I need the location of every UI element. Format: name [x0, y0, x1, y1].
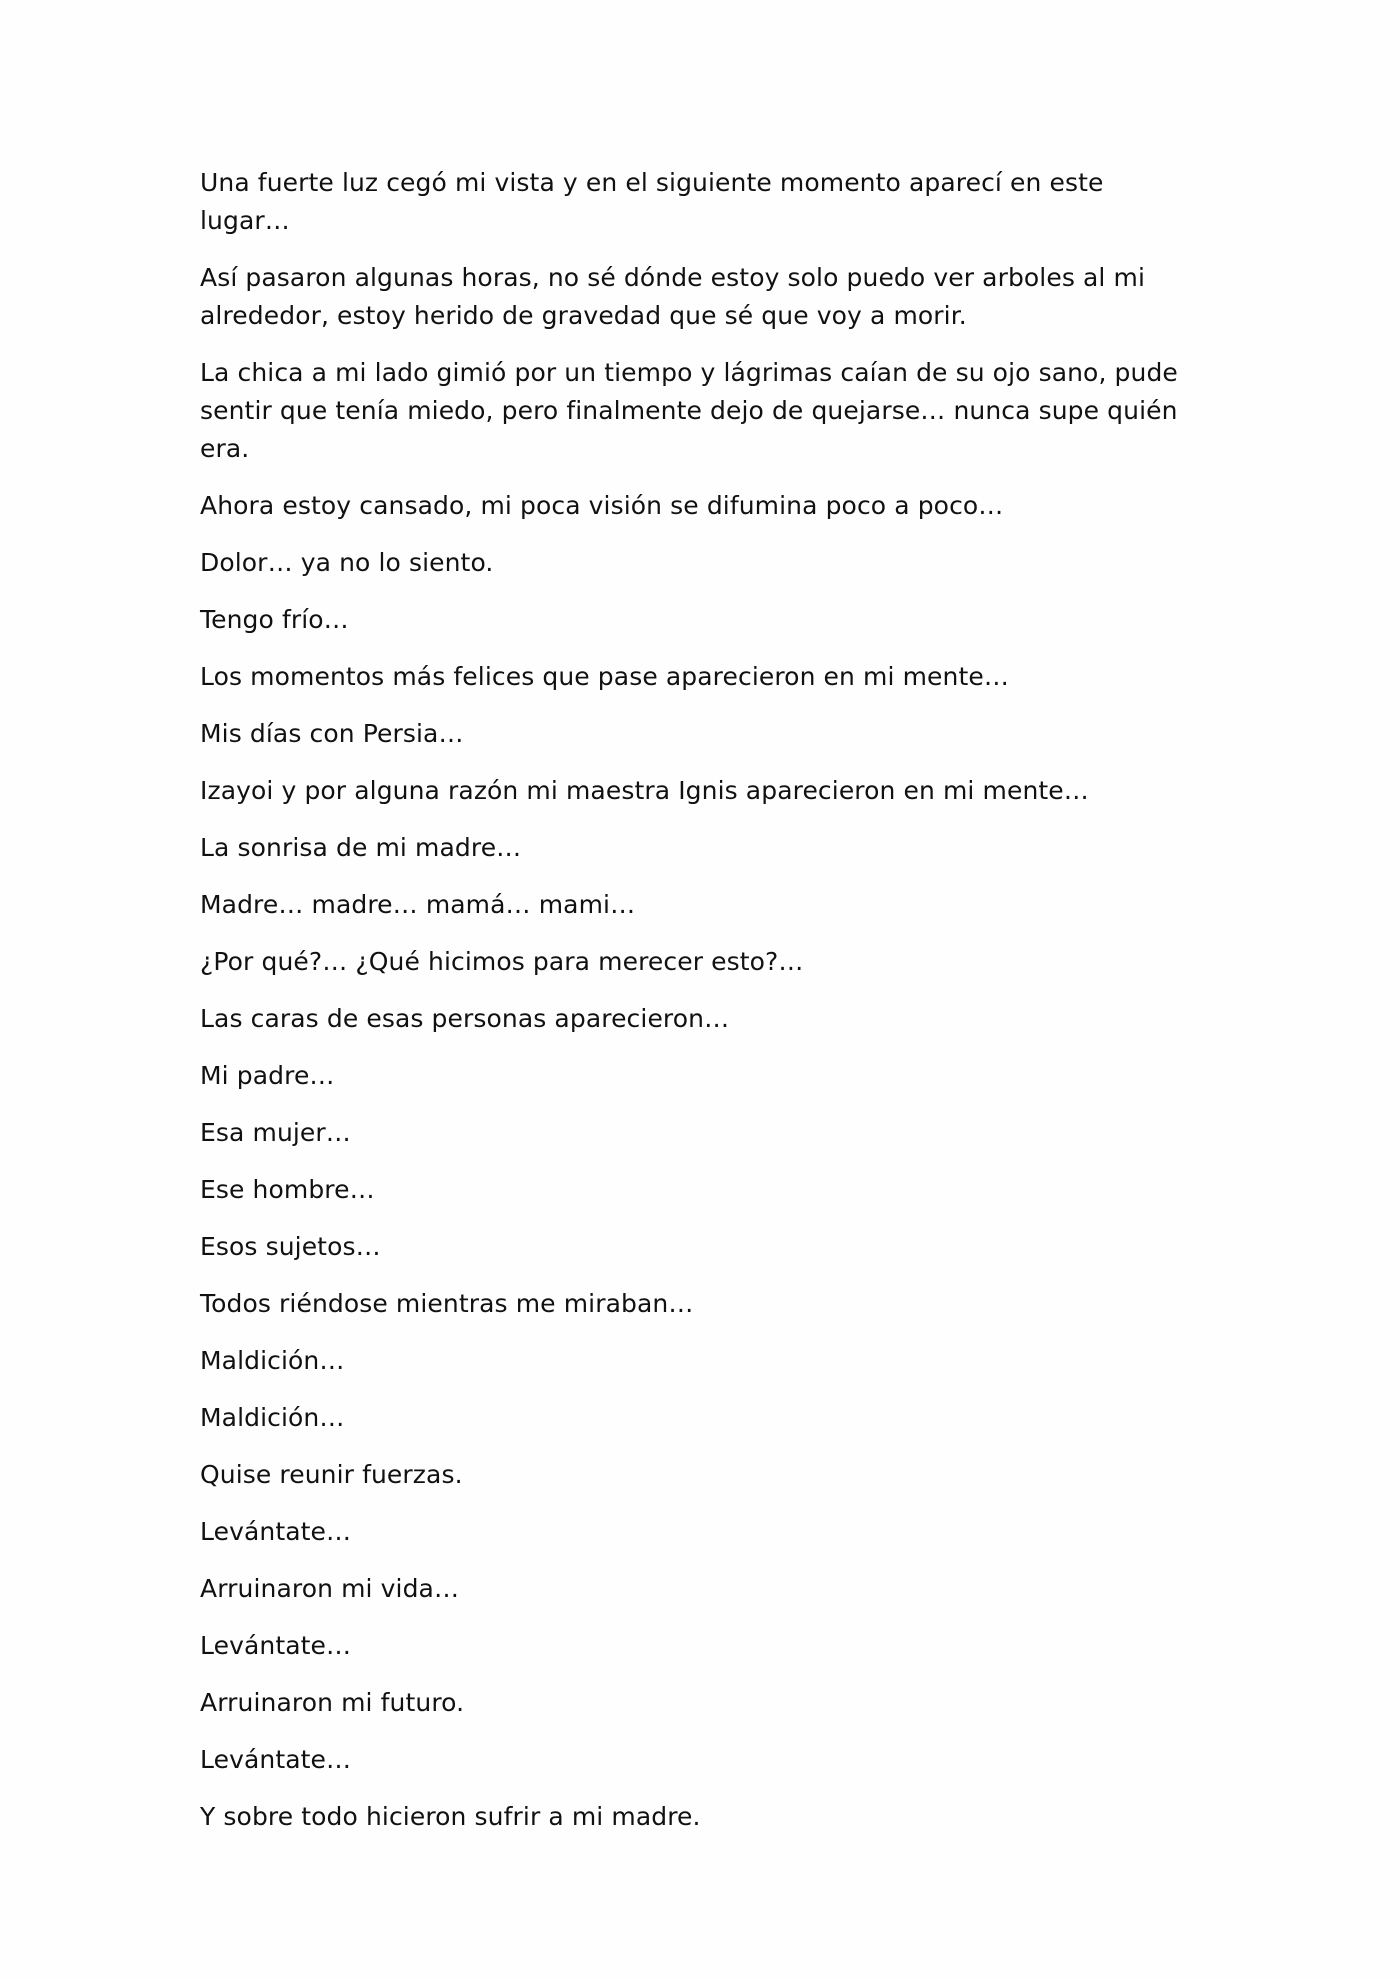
paragraph: Dolor… ya no lo siento.	[200, 548, 494, 577]
paragraph: Y sobre todo hicieron sufrir a mi madre.	[200, 1802, 701, 1831]
paragraph: Una fuerte luz cegó mi vista y en el siguiente momento aparecí en este lugar…	[200, 168, 1104, 235]
text-body	[200, 164, 1200, 1855]
paragraph: Así pasaron algunas horas, no sé dónde estoy solo puedo ver arboles al mi alrededor, estoy herido de gravedad que sé que voy a morir.	[200, 263, 1146, 330]
paragraph: Arruinaron mi futuro.	[200, 1688, 465, 1717]
paragraph: Ahora estoy cansado, mi poca visión se difumina poco a poco…	[200, 491, 1004, 520]
paragraph: Mi padre…	[200, 1061, 335, 1090]
paragraph: Esos sujetos…	[200, 1232, 381, 1261]
paragraph: Arruinaron mi vida…	[200, 1574, 460, 1603]
paragraph: Los momentos más felices que pase aparecieron en mi mente…	[200, 662, 1009, 691]
paragraph: Levántate…	[200, 1745, 352, 1774]
paragraph: Levántate…	[200, 1631, 352, 1660]
paragraph: La sonrisa de mi madre…	[200, 833, 522, 862]
paragraph: Madre… madre… mamá… mami…	[200, 890, 636, 919]
paragraph: Las caras de esas personas aparecieron…	[200, 1004, 730, 1033]
paragraph: Todos riéndose mientras me miraban…	[200, 1289, 694, 1318]
paragraph: Tengo frío…	[200, 605, 349, 634]
paragraph: Maldición…	[200, 1346, 345, 1375]
paragraph: Mis días con Persia…	[200, 719, 464, 748]
paragraph: Quise reunir fuerzas.	[200, 1460, 463, 1489]
paragraph: La chica a mi lado gimió por un tiempo y lágrimas caían de su ojo sano, pude sentir que tenía miedo, pero finalmente dejo de quejarse… nunca supe quién era.	[200, 358, 1178, 463]
paragraph: Esa mujer…	[200, 1118, 351, 1147]
paragraph: Ese hombre…	[200, 1175, 375, 1204]
paragraph: Izayoi y por alguna razón mi maestra Ignis aparecieron en mi mente…	[200, 776, 1089, 805]
paragraph: ¿Por qué?… ¿Qué hicimos para merecer esto?…	[200, 947, 804, 976]
paragraph: Levántate…	[200, 1517, 352, 1546]
paragraph: Maldición…	[200, 1403, 345, 1432]
